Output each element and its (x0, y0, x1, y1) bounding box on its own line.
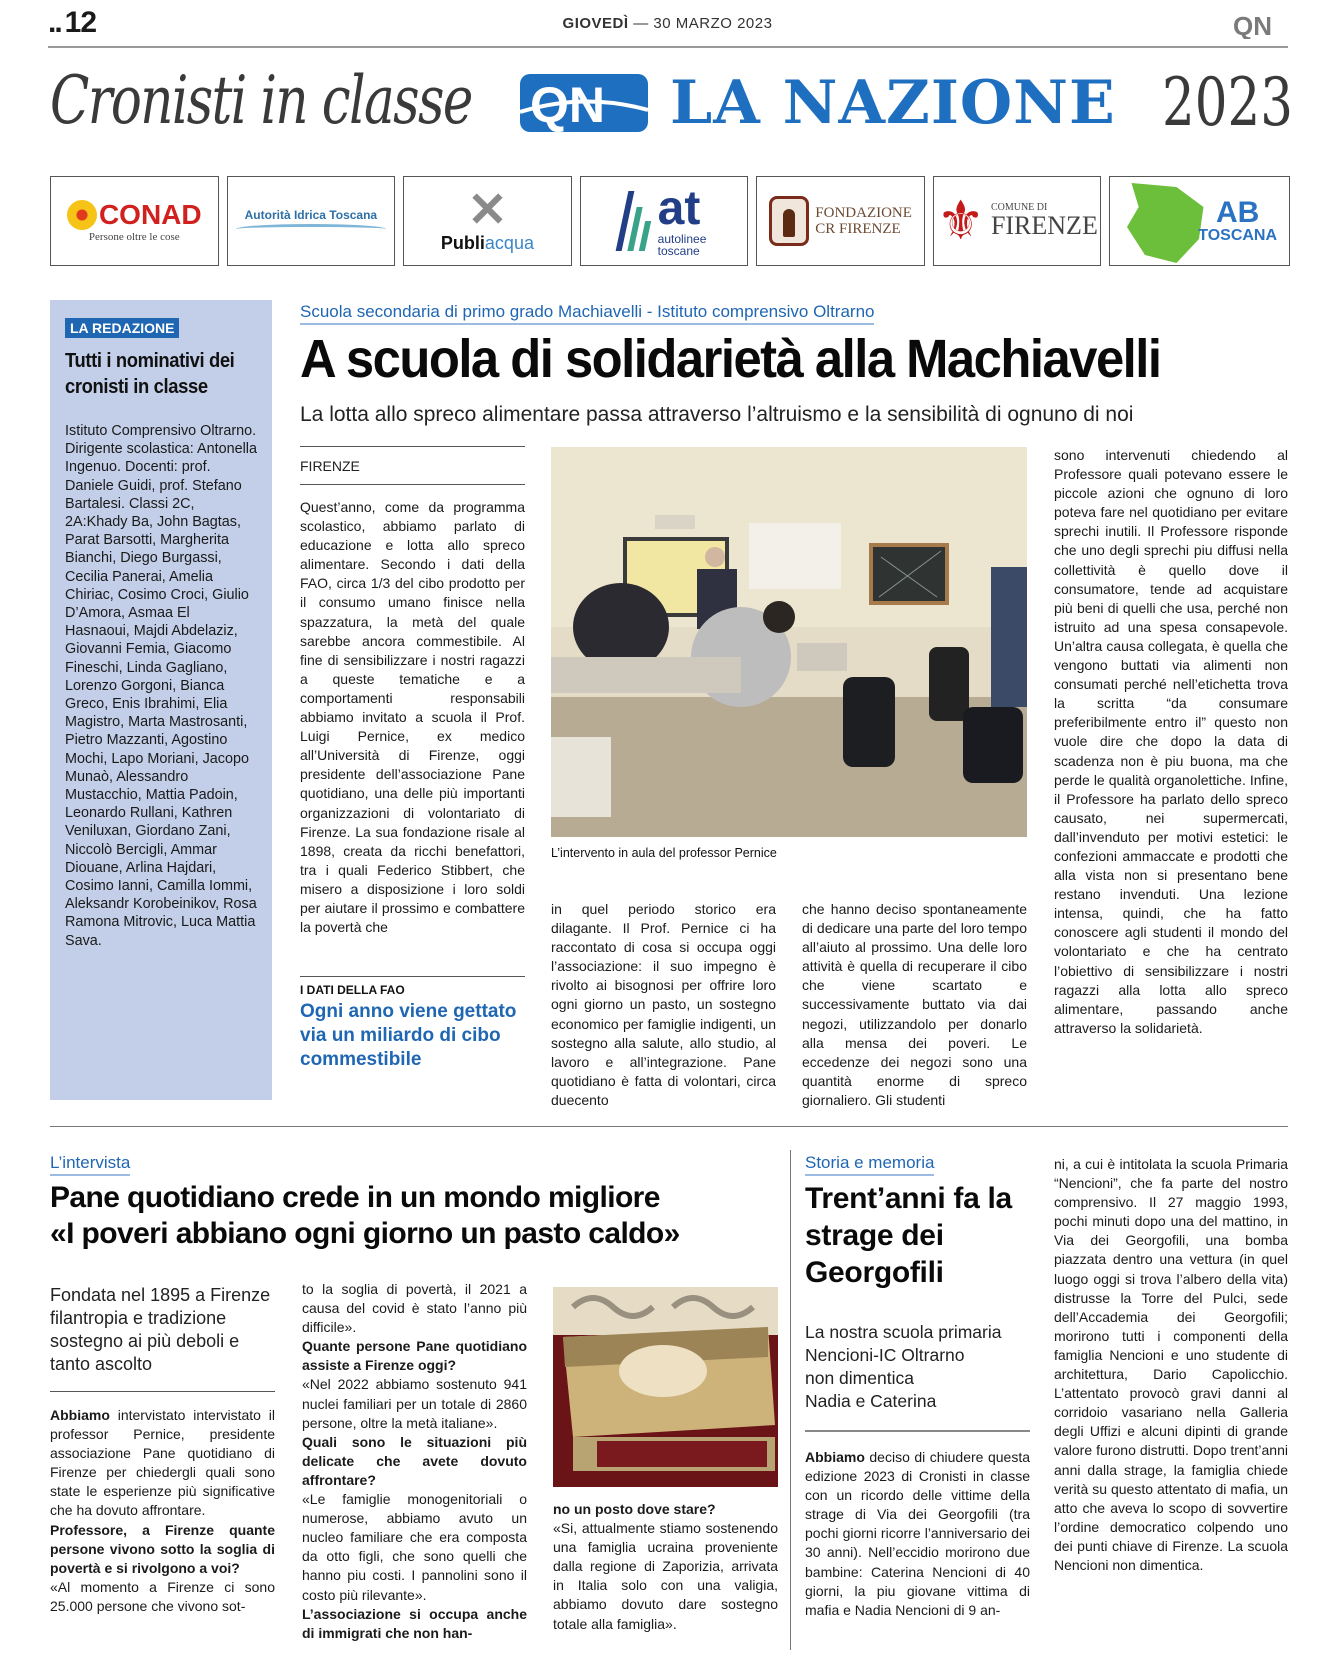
sponsor-name: CONAD (98, 199, 202, 230)
interview-question: L’associazione si occupa anche di immigrati che non han- (302, 1605, 527, 1641)
interview-column-3 (553, 1500, 778, 1634)
memory-kicker: Storia e memoria (805, 1153, 934, 1176)
memory-subtitle-line: non dimentica (805, 1368, 914, 1388)
divider (300, 484, 525, 485)
sponsor-tagline: autolinee (657, 232, 707, 246)
main-article-subtitle: La lotta allo spreco alimentare passa attraverso l’altruismo e la sensibilità di ognuno di noi (300, 403, 1134, 426)
divider (300, 446, 525, 447)
masthead-year: 2023 (1162, 64, 1294, 141)
memory-subtitle (805, 1321, 1001, 1413)
interview-answer: to la soglia di povertà, il 2021 a causa del covid è stato l’anno più difficile». (302, 1281, 527, 1336)
interview-column-1 (50, 1406, 275, 1616)
interview-answer: «Nel 2022 abbiamo sostenuto 941 nuclei familiari per un totale di 2860 persone, oltre la metà italiane». (302, 1376, 527, 1431)
memory-subtitle-line: Nadia e Caterina (805, 1391, 937, 1411)
bread-reliquary-image (553, 1287, 778, 1487)
classroom-photo-image (551, 447, 1027, 837)
article-column-3: che hanno deciso spontaneamente di dedicare una parte del loro tempo all’aiuto al prossimo. Una delle loro attività è quella di recuperare il cibo che viene scartato e successivamente buttato via dai negozi, utilizzandolo per donarlo alla mensa dei poveri. Le eccedenze dei negozi sono una quantità enorme di spreco giornaliero. Gli studenti (802, 901, 1027, 1108)
sponsor-name-line2: TOSCANA (1198, 227, 1278, 244)
sidebar-kicker: LA REDAZIONE (65, 318, 179, 338)
photo-caption: L’intervento in aula del professor Pernice (551, 846, 777, 860)
memory-subtitle-line: La nostra scuola primaria (805, 1322, 1002, 1342)
svg-text:QN: QN (530, 77, 605, 133)
memory-title: Trent’anni fa la strage dei Georgofili (805, 1182, 1012, 1289)
lead-word: Abbiamo (805, 1449, 865, 1465)
column-divider (790, 1150, 791, 1650)
interview-subtitle: Fondata nel 1895 a Firenze filantropia e tradizione sostegno ai più deboli e tanto ascolto (50, 1285, 271, 1374)
interview-answer: «Al momento a Firenze ci sono 25.000 persone che vivono sot- (50, 1578, 275, 1614)
interview-kicker: L’intervista (50, 1153, 130, 1176)
sponsor-ab-toscana[interactable] (1109, 176, 1290, 266)
section-divider (50, 1126, 1288, 1127)
sponsor-autolinee-toscane[interactable] (580, 176, 749, 266)
interview-intro: intervistato intervistato il professor Pernice, presidente associazione Pane quotidiano di Firenze per chiedergli quali sono state le esperienze più significative che ha dovuto affrontare. (50, 1407, 275, 1519)
interview-question: Quali sono le situazioni più delicate che avete dovuto affrontare? (302, 1433, 527, 1488)
qn-logo-icon (1233, 13, 1285, 39)
sidebar-title: Tutti i nominativi dei cronisti in classe (65, 350, 235, 398)
masthead-title: Cronisti in classe (50, 62, 472, 139)
sponsor-name: FONDAZIONE (815, 204, 912, 221)
flower-icon (67, 200, 97, 230)
memory-column-1 (805, 1448, 1030, 1620)
sponsor-comune-firenze[interactable] (933, 176, 1102, 266)
sponsor-publiacqua[interactable] (403, 176, 572, 266)
sponsor-name-line2: FIRENZE (990, 211, 1098, 240)
fao-box-kicker: I DATI DELLA FAO (300, 983, 405, 997)
sponsor-name: AB (1215, 196, 1260, 229)
interview-title-line1: Pane quotidiano crede in un mondo migliore (50, 1181, 660, 1214)
main-article-kicker: Scuola secondaria di primo grado Machiavelli - Istituto comprensivo Oltrarno (300, 302, 874, 325)
interview-answer: «Le famiglie monogenitoriali o numerose, abbiamo avuto un nucleo familiare che era composta da otto figli, che sono quelli che hanno piu costi. I pannolini sono il costo più rilevante». (302, 1491, 527, 1603)
dateline: FIRENZE (300, 458, 360, 474)
sponsor-strip (50, 176, 1290, 266)
interview-title (50, 1180, 680, 1252)
page-number: .. 12 (48, 6, 97, 39)
folio-divider (48, 46, 1288, 48)
memory-subtitle-line: Nencioni-IC Oltrarno (805, 1345, 965, 1365)
interview-question: Professore, a Firenze quante persone vivono sotto la soglia di povertà e si rivolgono a voi? (50, 1521, 275, 1576)
divider (50, 1391, 275, 1392)
interview-question: no un posto dove stare? (553, 1501, 716, 1517)
article-column-1: Quest’anno, come da programma scolastico, abbiamo parlato di educazione e lotta allo spreco alimentare. Secondo i dati della FAO, circa 1/3 del cibo prodotto per il consumo umano finisce nella spazzatura, la metà del quale sarebbe ancora commestibile. Al fine di sensibilizzare i nostri ragazzi a queste tematiche e a comportamenti responsabili abbiamo invitato a scuola il Prof. Luigi Pernice, ex medico all’Università di Firenze, oggi presidente dell’associazione Pane quotidiano, una delle più importanti organizzazioni di volontariato di Firenze. La sua fondazione risale al 1898, creata da ricchi benefattori, tra i quali Federico Stibbert, che misero a disposizione i loro soldi per aiutare il prossimo e combattere la povertà che (300, 499, 525, 936)
memory-body: deciso di chiudere questa edizione 2023 di Cronisti in classe con un ricordo delle vittime della strage di Via dei Georgofili (tra pochi giorni ricorre l’anniversario dei 30 anni). Nell’eccidio morirono due bambine: Caterina Nencioni di 40 giorni, la piu giovane vittima di mafia e Nadia Nencioni di 9 an- (805, 1449, 1030, 1618)
svg-text:QN: QN (1233, 13, 1272, 39)
issue-date: GIOVEDÌ — 30 MARZO 2023 (562, 15, 773, 32)
article-column-2: in quel periodo storico era dilagante. Il Prof. Pernice ci ha raccontato di cosa si occupa oggi l’associazione: il suo impegno è rivolto ai bisognosi per offrire loro ogni giorno un pasto, un sostegno economico per famiglie indigenti, un sostegno alla salute, allo studio, al lavoro e all’integrazione. Pane quotidiano è fatta di volontari, circa duecento (551, 901, 776, 1108)
fleur-de-lis-icon: ⚜ (936, 191, 985, 251)
sponsor-name-line2: CR FIRENZE (815, 221, 901, 237)
divider (300, 976, 525, 977)
masthead-brand: LA NAZIONE (670, 68, 1116, 138)
sponsor-conad[interactable] (50, 176, 219, 266)
redazione-box (50, 300, 272, 1100)
sponsor-autorita-idrica[interactable] (227, 176, 396, 266)
sponsor-name: Publiacqua (440, 232, 534, 253)
bread-reliquary-photo (553, 1287, 778, 1487)
publiacqua-x-icon: ✕ (467, 183, 508, 237)
article-column-4: sono intervenuti chiedendo al Professore quali potevano essere le piccole azioni che ognuno di loro poteva fare nel quotidiano per evitare sprechi inutili. Il Professore risponde che uno degli sprechi piu diffusi nella collettività è quello dove il consumatore, tende ad acquistare più beni di quelli che usa, perché non istruito ad una spesa consapevole. Un’altra causa collegata, è quella che vengono buttati via alimenti non consumati perché nell’etichetta trova la scritta “da consumare preferibilmente entro il” questo non vuole dire che dopo la data di scadenza non è piu buona, ma che perde le qualità organolettiche. Infine, il Professore ha parlato dello spreco causato, nei supermercati, dall’invenduto per motivi estetici: le confezioni ammaccate e prodotti che alla vista non si presentano bene restano invenduti. Una lezione intensa, quindi, che ha fatto conoscere agli studenti il mondo del volontariato e che ha centrato l’obiettivo di sensibilizzare i nostri ragazzi alla lotta allo spreco alimentare, passando anche attraverso la solidarietà. (1054, 447, 1288, 1036)
qn-masthead-logo-icon (520, 72, 648, 134)
main-article-title: A scuola di solidarietà alla Machiavelli (300, 329, 1161, 389)
interview-question: Quante persone Pane quotidiano assiste a Firenze oggi? (302, 1338, 527, 1374)
wave-icon (236, 224, 386, 234)
interview-answer: «Si, attualmente stiamo sostenendo una famiglia ucraina proveniente dalla regione di Zaporizia, arrivata in Italia solo con una valigia, abbiamo dovuto dare sostegno totale alla famiglia». (553, 1520, 778, 1632)
lead-word: Abbiamo (50, 1407, 110, 1423)
sponsor-tagline: toscane (657, 244, 700, 258)
memory-column-2: ni, a cui è intitolata la scuola Primaria “Nencioni”, che fa parte del nostro comprensivo. Il 27 maggio 1993, pochi minuti dopo una del mattino, in Via dei Georgofili, una bomba piazzata dentro una vettura (in quel luogo oggi si trova l’albero della vita) distrusse la Torre del Pulci, sede dell’Accademia dei Georgofili; morirono tutti i componenti della famiglia Nencioni e uno studente di architettura, Dario Capolicchio. L’attentato provocò gravi danni al corridoio vasariano nella Galleria degli Uffizi e alcuni dipinti di grande valore furono distrutti. Dopo trent’anni anni dalla strage, la famiglia chiede verità su questo attentato di mafia, un atto che aveva lo scopo di sovvertire l’ordine democratico colpendo uno dei punti chiave di Firenze. La scuola Nencioni non dimentica. (1054, 1156, 1288, 1573)
stripes-icon (622, 191, 648, 251)
sponsor-name: COMUNE DI (990, 202, 1048, 213)
sponsor-name: Autorità Idrica Toscana (244, 208, 378, 222)
saint-emblem-icon (769, 196, 809, 246)
sponsor-tagline: Persone oltre le cose (88, 231, 180, 243)
sponsor-name: at (657, 182, 701, 235)
interview-column-2 (302, 1280, 527, 1643)
interview-title-line2: «I poveri abbiano ogni giorno un pasto caldo» (50, 1217, 680, 1250)
fao-box-title: Ogni anno viene gettato via un miliardo di cibo commestibile (300, 1001, 517, 1070)
classroom-photo (551, 447, 1027, 837)
divider (805, 1430, 1030, 1432)
sidebar-body: Istituto Comprensivo Oltrarno. Dirigente scolastica: Antonella Ingenuo. Docenti: prof. Daniele Guidi, prof. Stefano Bartalesi. Classi 2C, 2A:Khady Ba, John Bagtas, Parat Barsotti, Margherita Bianchi, Diego Burgassi, Cecilia Panerai, Amelia Chiriac, Cosimo Croci, Giulio D’Amora, Asmaa El Hasnaoui, Majdi Abdelaziz, Giovanni Femia, Giacomo Fineschi, Linda Gagliano, Lorenzo Gorgoni, Bianca Greco, Enis Ibrahimi, Elia Magistro, Marta Mastrosanti, Pietro Mazzanti, Agostino Mochi, Lapo Moriani, Jacopo Munaò, Alessandro Mustacchio, Mattia Padoin, Leonardo Rullani, Kathren Veniluxan, Giordano Zani, Niccolò Bercigli, Ammar Diouane, Arlina Hajdari, Cosimo Ianni, Camilla Iommi, Aleksandr Korobeinikov, Rosa Ramona Mitrovic, Luca Mattia Sava. (65, 423, 257, 949)
sponsor-fondazione-cr-firenze[interactable] (756, 176, 925, 266)
